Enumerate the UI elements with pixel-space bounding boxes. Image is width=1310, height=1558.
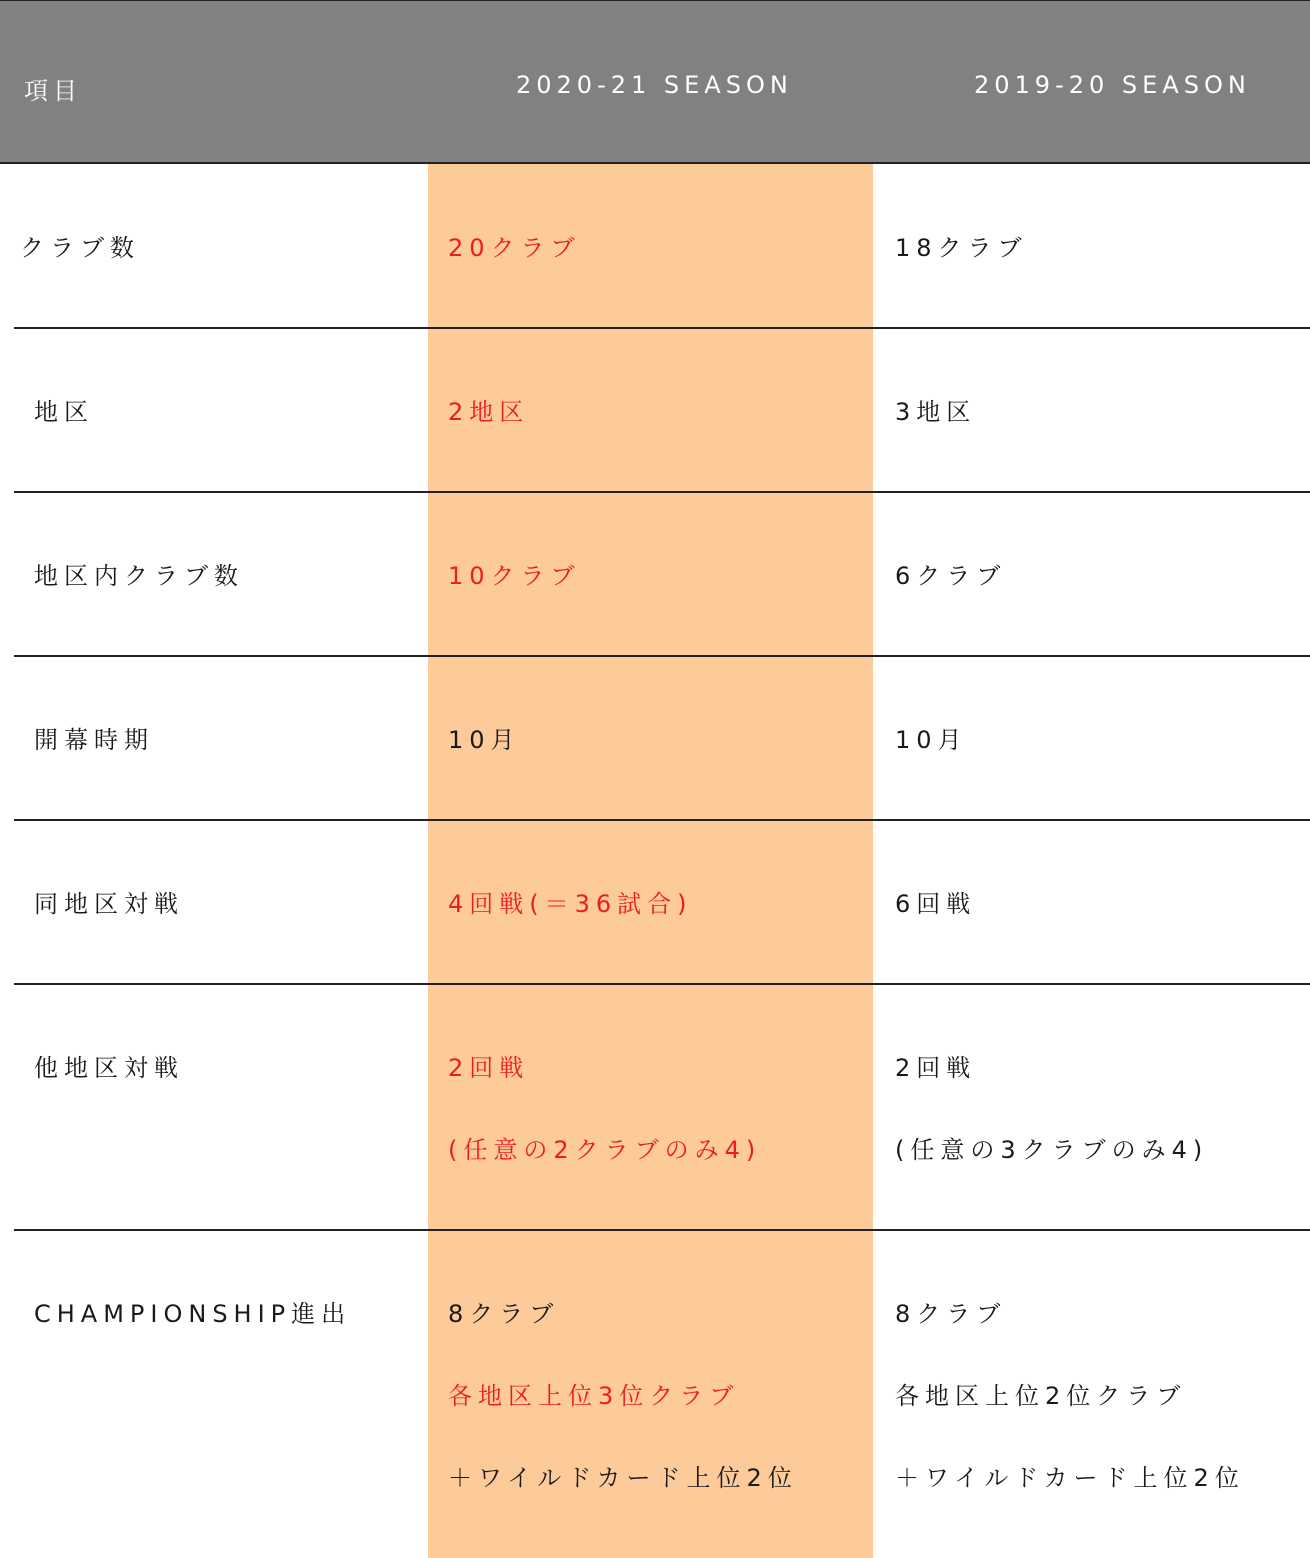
row-divider xyxy=(14,655,1310,657)
header-season-current: 2020-21 SEASON xyxy=(516,71,793,99)
row-current-intra-division-games: 4回戦(＝36試合) xyxy=(448,890,693,918)
row-current-championship-rule: 各地区上位3位クラブ xyxy=(448,1382,740,1410)
row-previous-inter-division-games-note: (任意の3クラブのみ4) xyxy=(895,1136,1209,1164)
row-label-divisions: 地区 xyxy=(34,398,94,426)
row-label-season-start: 開幕時期 xyxy=(34,726,154,754)
row-divider xyxy=(14,983,1310,985)
row-label-club-count: クラブ数 xyxy=(20,234,140,262)
row-current-divisions: 2地区 xyxy=(448,398,530,426)
row-label-clubs-per-division: 地区内クラブ数 xyxy=(34,562,244,590)
row-current-inter-division-games: 2回戦 xyxy=(448,1054,530,1082)
row-current-clubs-per-division: 10クラブ xyxy=(448,562,581,590)
row-previous-season-start: 10月 xyxy=(895,726,968,754)
current-season-highlight-column xyxy=(428,164,873,1558)
row-previous-clubs-per-division: 6クラブ xyxy=(895,562,1007,590)
row-divider xyxy=(14,491,1310,493)
row-current-inter-division-games-note: (任意の2クラブのみ4) xyxy=(448,1136,762,1164)
row-previous-championship-wildcard: ＋ワイルドカード上位2位 xyxy=(895,1464,1245,1492)
row-current-club-count: 20クラブ xyxy=(448,234,581,262)
row-previous-inter-division-games: 2回戦 xyxy=(895,1054,977,1082)
row-divider xyxy=(14,1229,1310,1231)
row-previous-championship-count: 8クラブ xyxy=(895,1300,1007,1328)
row-label-inter-division-games: 他地区対戦 xyxy=(34,1054,184,1082)
row-divider xyxy=(14,327,1310,329)
table-header xyxy=(0,0,1310,164)
row-current-season-start: 10月 xyxy=(448,726,521,754)
row-current-championship-wildcard: ＋ワイルドカード上位2位 xyxy=(448,1464,798,1492)
row-previous-championship-rule: 各地区上位2位クラブ xyxy=(895,1382,1187,1410)
row-divider xyxy=(14,819,1310,821)
row-previous-intra-division-games: 6回戦 xyxy=(895,890,977,918)
row-current-championship-count: 8クラブ xyxy=(448,1300,560,1328)
row-label-intra-division-games: 同地区対戦 xyxy=(34,890,184,918)
row-previous-divisions: 3地区 xyxy=(895,398,977,426)
header-item-label: 項目 xyxy=(24,77,82,105)
row-previous-club-count: 18クラブ xyxy=(895,234,1028,262)
header-season-previous: 2019-20 SEASON xyxy=(974,71,1251,99)
row-label-championship: CHAMPIONSHIP進出 xyxy=(34,1300,352,1328)
